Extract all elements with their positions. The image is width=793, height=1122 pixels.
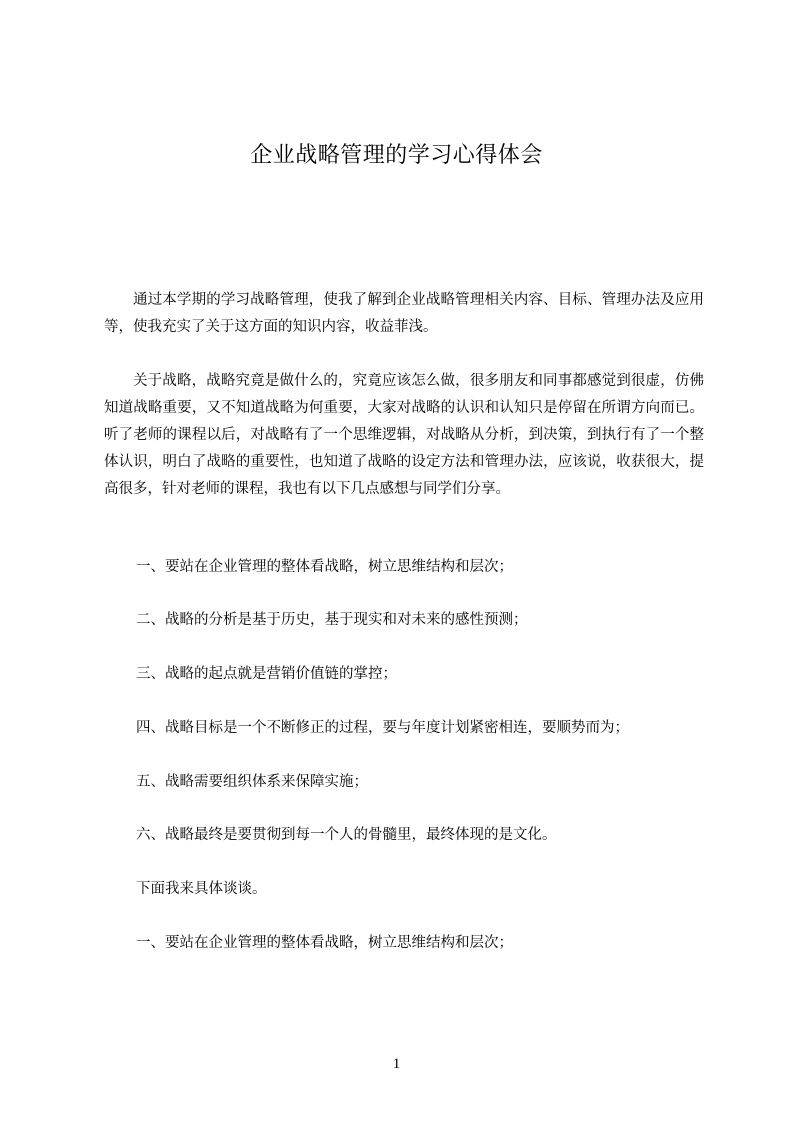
- point-1: 一、要站在企业管理的整体看战略，树立思维结构和层次；: [136, 559, 513, 575]
- transition-text: 下面我来具体谈谈。: [136, 881, 267, 897]
- document-title: 企业战略管理的学习心得体会: [250, 143, 543, 168]
- paragraph-about-strategy: [104, 368, 704, 503]
- paragraph-text: 通过本学期的学习战略管理，使我了解到企业战略管理相关内容、目标、管理办法及应用等，使我充实了关于这方面的知识内容，收益菲浅。: [104, 292, 704, 335]
- point-6: 六、战略最终是要贯彻到每一个人的骨髓里，最终体现的是文化。: [136, 827, 557, 843]
- point-3: 三、战略的起点就是营销价值链的掌控；: [136, 666, 397, 682]
- point-2: 二、战略的分析是基于历史，基于现实和对未来的感性预测；: [136, 612, 528, 628]
- page-number: 1: [392, 1056, 401, 1072]
- paragraph-text: 关于战略，战略究竟是做什么的，究竟应该怎么做，很多朋友和同事都感觉到很虚，仿佛知道战略重要，又不知道战略为何重要，大家对战略的认识和认知只是停留在所谓方向而已。听了老师的课程以后，对战略有了一个思维逻辑，对战略从分析，到决策，到执行有了一个整体认识，明白了战略的重要性，也知道了战略的设定方法和管理办法，应该说，收获很大，提高很多，针对老师的课程，我也有以下几点感想与同学们分享。: [104, 373, 704, 497]
- section-heading: 一、要站在企业管理的整体看战略，树立思维结构和层次；: [136, 935, 513, 951]
- point-5: 五、战略需要组织体系来保障实施；: [136, 774, 368, 790]
- paragraph-intro: [104, 287, 704, 341]
- point-4: 四、战略目标是一个不断修正的过程，要与年度计划紧密相连，要顺势而为；: [136, 720, 629, 736]
